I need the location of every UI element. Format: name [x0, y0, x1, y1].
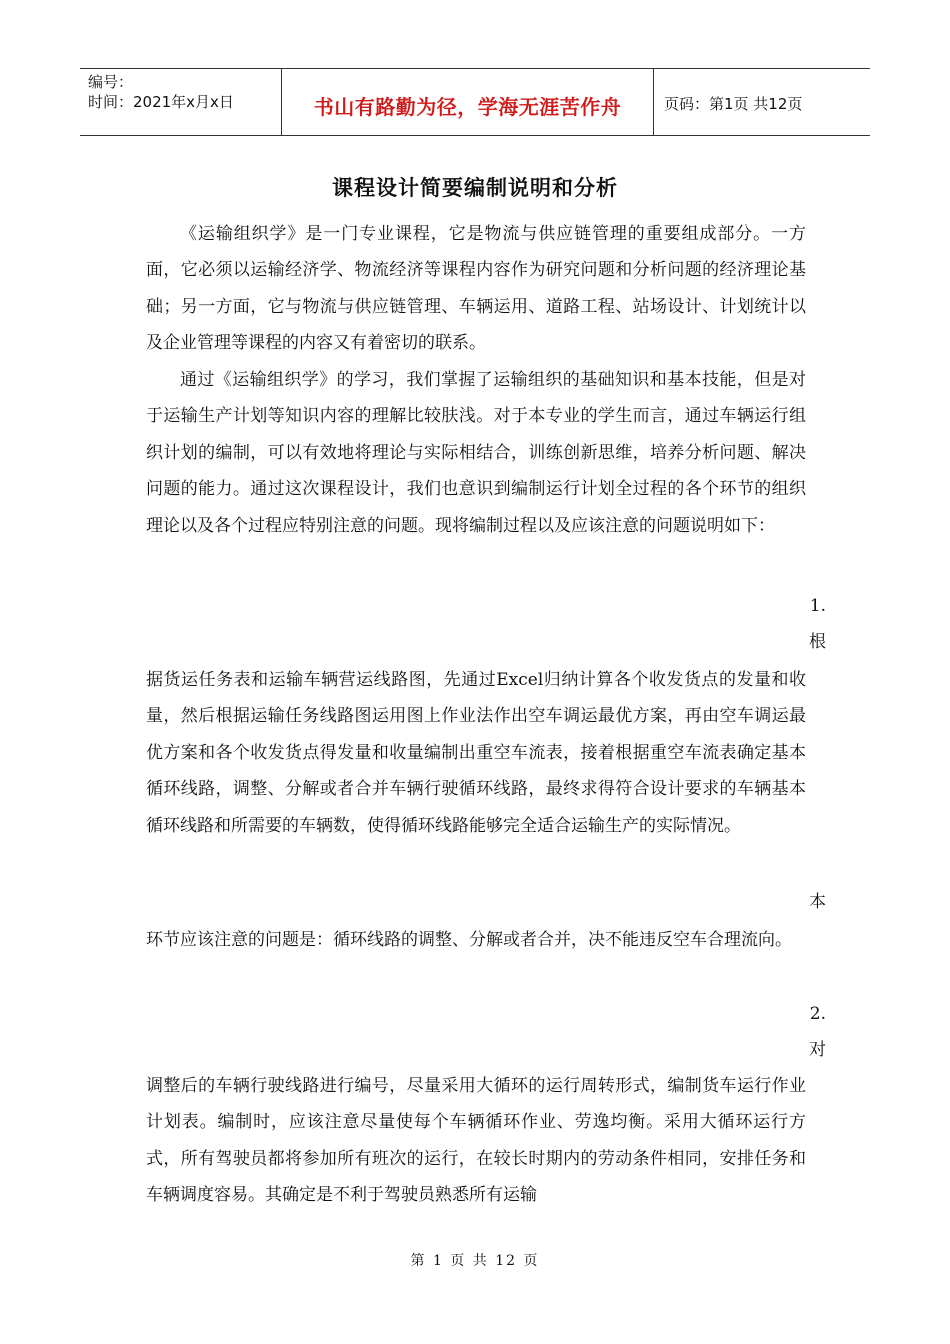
item-2-first-char: 对: [809, 1040, 826, 1060]
header-right-cell: [654, 69, 870, 135]
paragraph-intro: 《运输组织学》是一门专业课程，它是物流与供应链管理的重要组成部分。一方面，它必须以运输经济学、物流经济等课程内容作为研究问题和分析问题的经济理论基础；另一方面，它与物流与供应链管理、车辆运用、道路工程、站场设计、计划统计以及企业管理等课程的内容又有着密切的联系。: [146, 224, 806, 354]
document-header: [80, 68, 870, 136]
item-1-number: 1.: [809, 596, 826, 616]
paragraph-item-1: 据货运任务表和运输车辆营运线路图，先通过Excel归纳计算各个收发货点的发量和收量，然后根据运输任务线路图运用图上作业法作出空车调运最优方案，再由空车调运最优方案和各个收发货点得发量和收量编制出重空车流表，接着根据重空车流表确定基本循环线路，调整、分解或者合并车辆行驶循环线路，最终求得符合设计要求的车辆基本循环线路和所需要的车辆数，使得循环线路能够完全适合运输生产的实际情况。: [146, 670, 806, 836]
page-footer: 第 1 页 共 12 页: [410, 1253, 540, 1269]
item-2-number: 2.: [809, 1004, 826, 1024]
header-page-info: 页码：第1页 共12页: [664, 95, 803, 113]
item-1-first-char: 根: [809, 632, 826, 652]
document-date: 时间：2021年x月x日: [88, 93, 234, 111]
note-first-char: 本: [809, 892, 826, 912]
paragraph-item-2: 调整后的车辆行驶线路进行编号，尽量采用大循环的运行周转形式，编制货车运行作业计划表。编制时，应该注意尽量使每个车辆循环作业、劳逸均衡。采用大循环运行方式，所有驾驶员都将参加所有班次的运行，在较长时期内的劳动条件相同，安排任务和车辆调度容易。其确定是不利于驾驶员熟悉所有运输: [146, 1076, 806, 1206]
paragraph-note: 环节应该注意的问题是：循环线路的调整、分解或者合并，决不能违反空车合理流向。: [146, 930, 792, 950]
document-number-label: 编号：: [88, 73, 134, 91]
paragraph-study: 通过《运输组织学》的学习，我们掌握了运输组织的基础知识和基本技能，但是对于运输生产计划等知识内容的理解比较肤浅。对于本专业的学生而言，通过车辆运行组织计划的编制，可以有效地将理论与实际相结合，训练创新思维，培养分析问题、解决问题的能力。通过这次课程设计，我们也意识到编制运行计划全过程的各个环节的组织理论以及各个过程应特别注意的问题。现将编制过程以及应该注意的问题说明如下：: [146, 370, 806, 536]
document-title: 课程设计简要编制说明和分析: [332, 176, 618, 200]
header-motto: 书山有路勤为径，学海无涯苦作舟: [313, 95, 622, 119]
header-middle-cell: [282, 69, 654, 135]
header-left-cell: [80, 69, 282, 135]
